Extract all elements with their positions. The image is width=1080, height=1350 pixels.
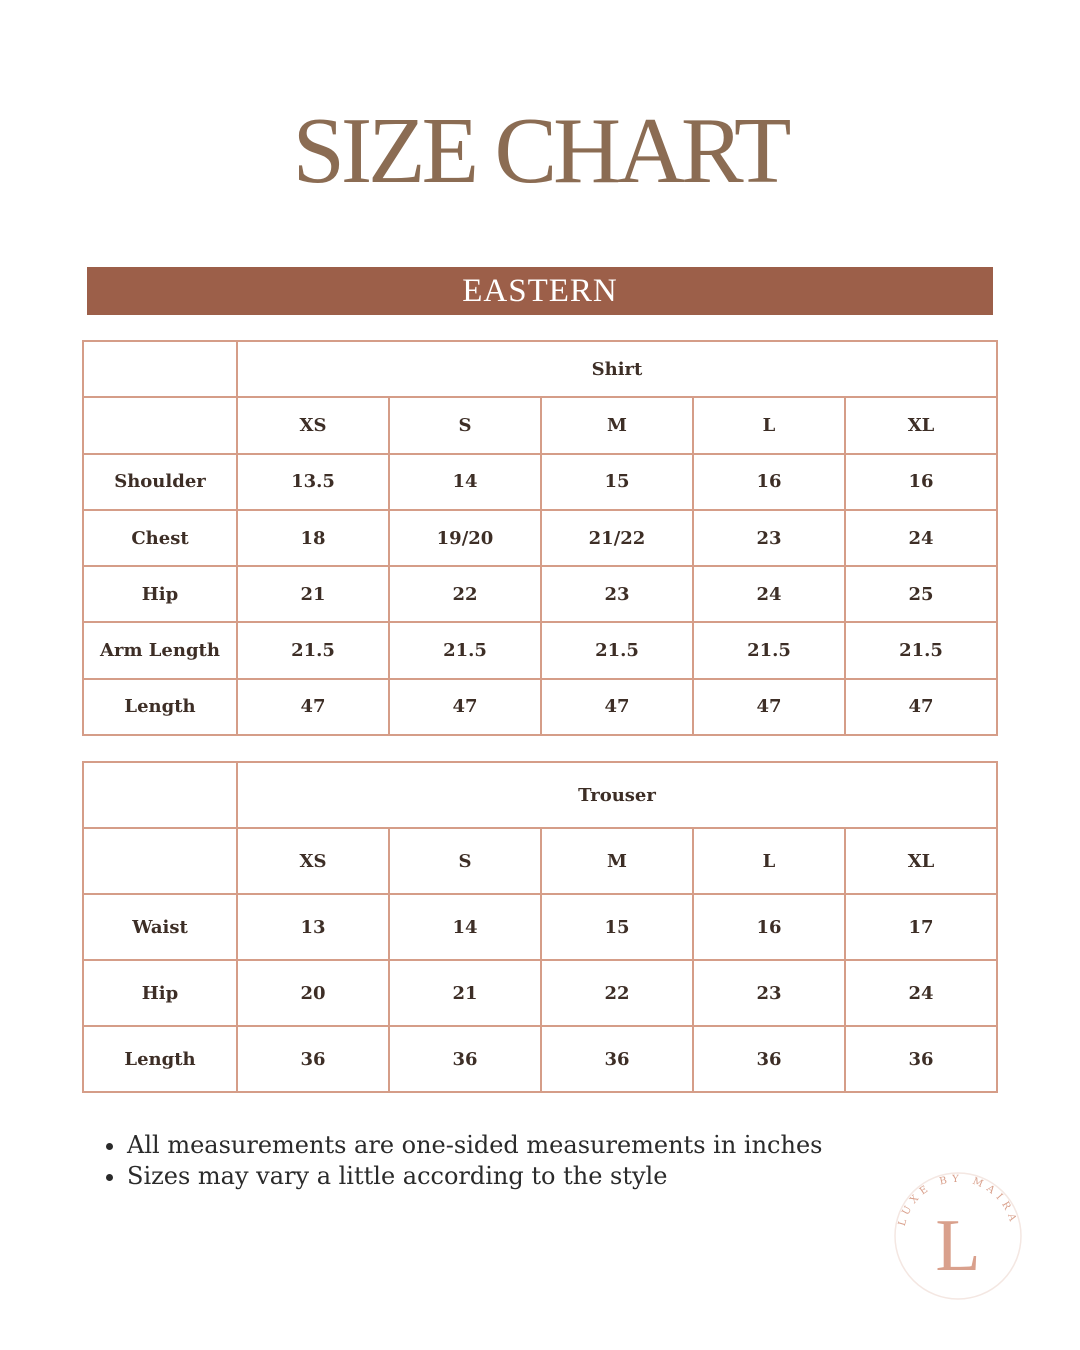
table-cell: 47	[389, 679, 541, 735]
table-cell: 13.5	[237, 454, 389, 510]
row-label: Arm Length	[83, 622, 237, 678]
table-cell: 23	[541, 566, 693, 622]
shirt-header: Shirt	[237, 341, 997, 397]
notes-list	[100, 1130, 822, 1192]
page-title: SIZE CHART	[292, 99, 788, 203]
size-row	[83, 397, 997, 453]
table-row	[83, 510, 997, 566]
size-label: M	[541, 397, 693, 453]
table-row	[83, 1026, 997, 1092]
table-cell: 21.5	[693, 622, 845, 678]
corner-cell	[83, 397, 237, 453]
table-cell: 20	[237, 960, 389, 1026]
table-cell: 21	[389, 960, 541, 1026]
corner-cell	[83, 341, 237, 397]
table-cell: 21.5	[845, 622, 997, 678]
size-label: M	[541, 828, 693, 894]
table-cell: 14	[389, 894, 541, 960]
row-label: Length	[83, 679, 237, 735]
row-label: Length	[83, 1026, 237, 1092]
table-cell: 25	[845, 566, 997, 622]
table-cell: 47	[237, 679, 389, 735]
table-cell: 24	[845, 960, 997, 1026]
size-label: XS	[237, 828, 389, 894]
note-item: • Sizes may vary a little according to the style	[127, 1161, 822, 1192]
note-item: • All measurements are one-sided measurements in inches	[127, 1130, 822, 1161]
size-label: XL	[845, 828, 997, 894]
section-banner: EASTERN	[87, 267, 993, 315]
table-cell: 13	[237, 894, 389, 960]
table-cell: 47	[541, 679, 693, 735]
row-label: Chest	[83, 510, 237, 566]
table-row	[83, 960, 997, 1026]
table-row	[83, 622, 997, 678]
table-cell: 47	[845, 679, 997, 735]
table-cell: 24	[693, 566, 845, 622]
table-cell: 16	[693, 894, 845, 960]
size-label: L	[693, 828, 845, 894]
size-label: S	[389, 397, 541, 453]
trouser-header: Trouser	[237, 762, 997, 828]
row-label: Hip	[83, 566, 237, 622]
table-row	[83, 894, 997, 960]
table-cell: 17	[845, 894, 997, 960]
size-label: XS	[237, 397, 389, 453]
table-cell: 21.5	[389, 622, 541, 678]
table-cell: 36	[693, 1026, 845, 1092]
logo-letter: L	[935, 1205, 981, 1287]
corner-cell	[83, 762, 237, 828]
table-cell: 36	[541, 1026, 693, 1092]
table-header-row	[83, 762, 997, 828]
size-row	[83, 828, 997, 894]
table-header-row	[83, 341, 997, 397]
table-row	[83, 454, 997, 510]
row-label: Shoulder	[83, 454, 237, 510]
size-label: S	[389, 828, 541, 894]
size-label: XL	[845, 397, 997, 453]
shirt-size-table	[82, 340, 998, 736]
table-cell: 47	[693, 679, 845, 735]
size-label: L	[693, 397, 845, 453]
brand-logo	[890, 1168, 1026, 1304]
corner-cell	[83, 828, 237, 894]
table-row	[83, 566, 997, 622]
table-cell: 22	[389, 566, 541, 622]
table-cell: 16	[845, 454, 997, 510]
table-cell: 15	[541, 894, 693, 960]
table-cell: 21.5	[237, 622, 389, 678]
table-cell: 21	[237, 566, 389, 622]
trouser-size-table	[82, 761, 998, 1093]
logo-brand-text: LUXE BY MAIRA	[896, 1173, 1020, 1228]
table-cell: 36	[389, 1026, 541, 1092]
table-cell: 21/22	[541, 510, 693, 566]
table-cell: 24	[845, 510, 997, 566]
row-label: Waist	[83, 894, 237, 960]
table-cell: 21.5	[541, 622, 693, 678]
table-cell: 22	[541, 960, 693, 1026]
table-cell: 14	[389, 454, 541, 510]
table-cell: 15	[541, 454, 693, 510]
table-cell: 36	[237, 1026, 389, 1092]
row-label: Hip	[83, 960, 237, 1026]
table-cell: 19/20	[389, 510, 541, 566]
table-row	[83, 679, 997, 735]
table-cell: 18	[237, 510, 389, 566]
table-cell: 23	[693, 510, 845, 566]
table-cell: 36	[845, 1026, 997, 1092]
table-cell: 23	[693, 960, 845, 1026]
table-cell: 16	[693, 454, 845, 510]
